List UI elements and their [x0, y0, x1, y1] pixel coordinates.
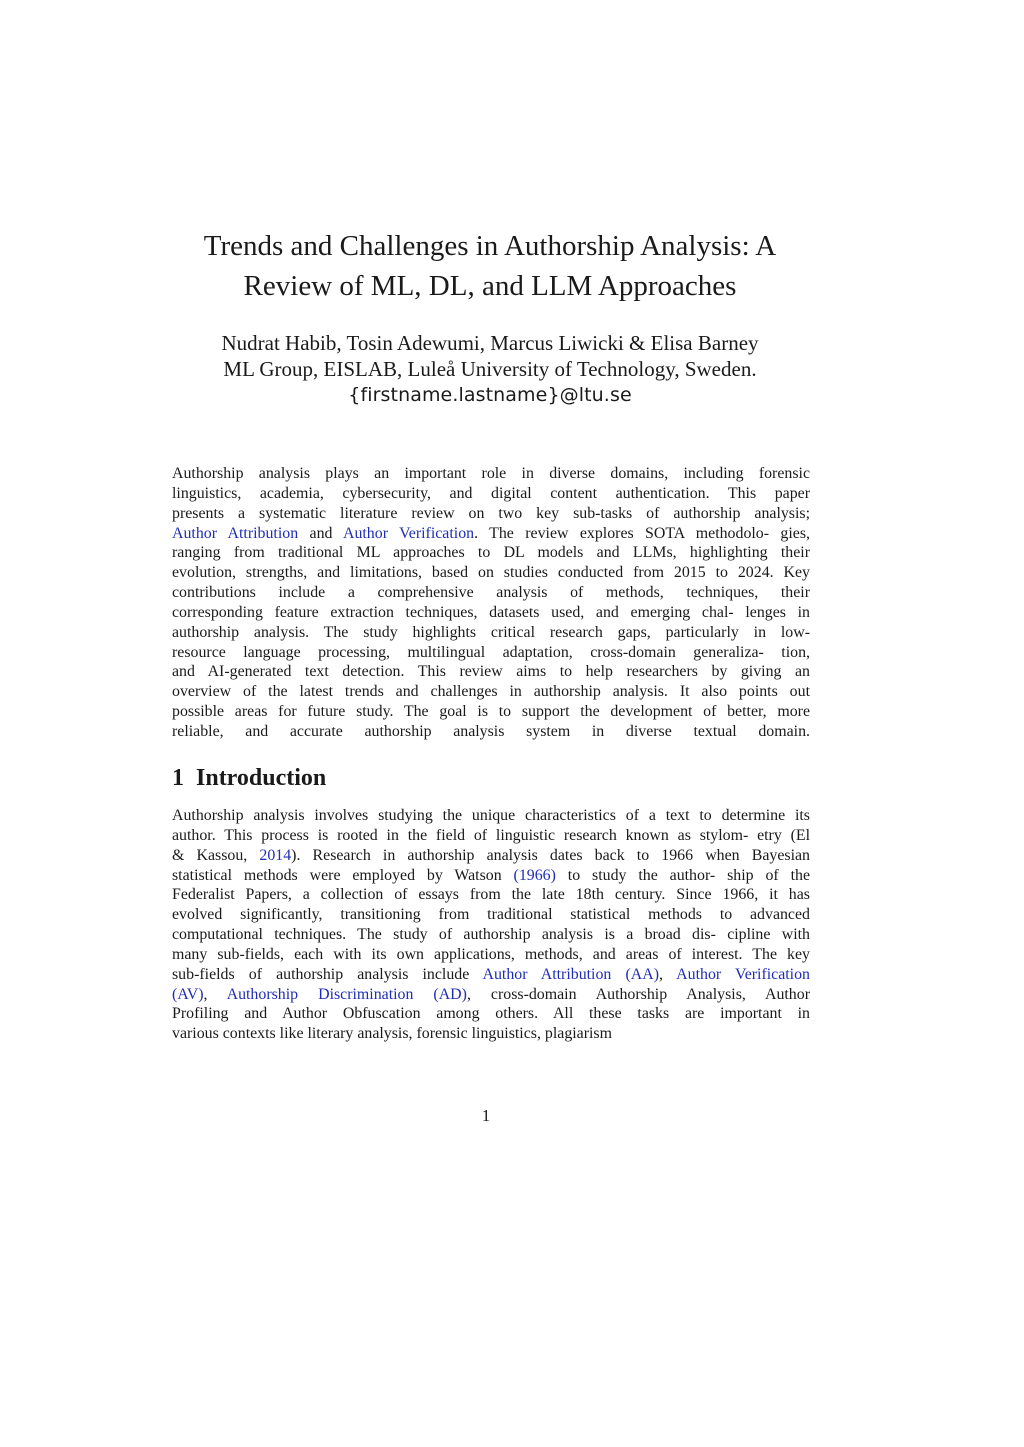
- abstract-line: corresponding feature extraction techniques, datasets used, and emerging chal- lenges in: [172, 603, 810, 621]
- citation-link-2014[interactable]: 2014: [259, 846, 292, 864]
- page-number: 1: [481, 1106, 491, 1125]
- author-verification-link-intro[interactable]: Author Verification: [676, 965, 810, 983]
- authorship-discrimination-link[interactable]: Authorship Discrimination (AD): [226, 985, 467, 1003]
- intro-line: many sub-fields, each with its own applications, methods, and areas of interest. The key: [172, 945, 810, 963]
- abstract-line: contributions include a comprehensive analysis of methods, techniques, their: [172, 584, 810, 602]
- intro-text: sub-fields of authorship analysis include: [172, 965, 483, 983]
- intro-line: [172, 985, 810, 1005]
- intro-line: Profiling and Author Obfuscation among others. All these tasks are important in: [172, 1005, 810, 1023]
- abstract-line: overview of the latest trends and challenges in authorship analysis. It also points out: [172, 683, 810, 701]
- intro-line: Federalist Papers, a collection of essays from the late 18th century. Since 1966, it has: [172, 886, 810, 904]
- author-list: Nudrat Habib, Tosin Adewumi, Marcus Liwicki & Elisa Barney: [221, 331, 759, 355]
- intro-line: Authorship analysis involves studying the unique characteristics of a text to determine its: [172, 807, 810, 824]
- intro-text: ). Research in authorship analysis dates back to 1966 when Bayesian: [291, 846, 810, 864]
- intro-line: [172, 965, 810, 985]
- abstract: [172, 464, 810, 742]
- section-heading-introduction: [172, 762, 326, 794]
- intro-text: ,: [203, 985, 227, 1003]
- intro-text: to study the author- ship of the: [555, 866, 810, 884]
- abstract-line: [172, 524, 810, 544]
- abstract-line: authorship analysis. The study highlights critical research gaps, particularly in low-: [172, 623, 810, 641]
- abstract-line: resource language processing, multilingual adaptation, cross-domain generaliza- tion,: [172, 643, 810, 661]
- abstract-line: Authorship analysis plays an important role in diverse domains, including forensic: [172, 465, 810, 482]
- abstract-line: evolution, strengths, and limitations, based on studies conducted from 2015 to 2024. Key: [172, 564, 810, 582]
- paper-title: [150, 226, 830, 306]
- section-number: 1: [172, 765, 184, 791]
- affiliation: ML Group, EISLAB, Luleå University of Technology, Sweden.: [223, 357, 757, 381]
- abstract-line: presents a systematic literature review on two key sub-tasks of authorship analysis;: [172, 504, 810, 522]
- intro-line: evolved significantly, transitioning from traditional statistical methods to advanced: [172, 906, 810, 924]
- abstract-line: linguistics, academia, cybersecurity, and digital content authentication. This paper: [172, 484, 810, 502]
- abstract-text: . The review explores SOTA methodolo- gies,: [474, 524, 810, 542]
- section-title: Introduction: [196, 765, 327, 791]
- abstract-line: ranging from traditional ML approaches to DL models and LLMs, highlighting their: [172, 544, 810, 562]
- intro-text: ,: [658, 965, 677, 983]
- title-line-1: Trends and Challenges in Authorship Analysis: A: [203, 230, 777, 262]
- author-verification-link[interactable]: Author Verification: [342, 524, 475, 542]
- abstract-line: possible areas for future study. The goal is to support the development of better, more: [172, 703, 810, 721]
- citation-link-1966[interactable]: (1966): [513, 866, 556, 884]
- intro-line: [172, 846, 810, 866]
- abstract-text: and: [298, 524, 343, 542]
- abstract-line: reliable, and accurate authorship analysis system in diverse textual domain.: [172, 722, 810, 740]
- author-attribution-link[interactable]: Author Attribution: [172, 524, 299, 542]
- intro-text: & Kassou,: [172, 846, 260, 864]
- author-attribution-aa-link[interactable]: Author Attribution (AA): [482, 965, 659, 983]
- av-abbrev-link[interactable]: (AV): [172, 985, 204, 1003]
- intro-line: author. This process is rooted in the field of linguistic research known as stylom- etry (El: [172, 826, 810, 844]
- intro-text: , cross-domain Authorship Analysis, Author: [466, 985, 810, 1003]
- abstract-line: and AI-generated text detection. This review aims to help researchers by giving an: [172, 663, 810, 681]
- title-line-2: Review of ML, DL, and LLM Approaches: [243, 270, 737, 302]
- intro-line: [172, 866, 810, 886]
- intro-line: various contexts like literary analysis, forensic linguistics, plagiarism: [172, 1025, 612, 1043]
- email-address: {firstname.lastname}@ltu.se: [348, 384, 632, 406]
- intro-text: statistical methods were employed by Watson: [172, 866, 514, 884]
- intro-line: computational techniques. The study of authorship analysis is a broad dis- cipline with: [172, 926, 810, 944]
- introduction-body: [172, 806, 810, 1044]
